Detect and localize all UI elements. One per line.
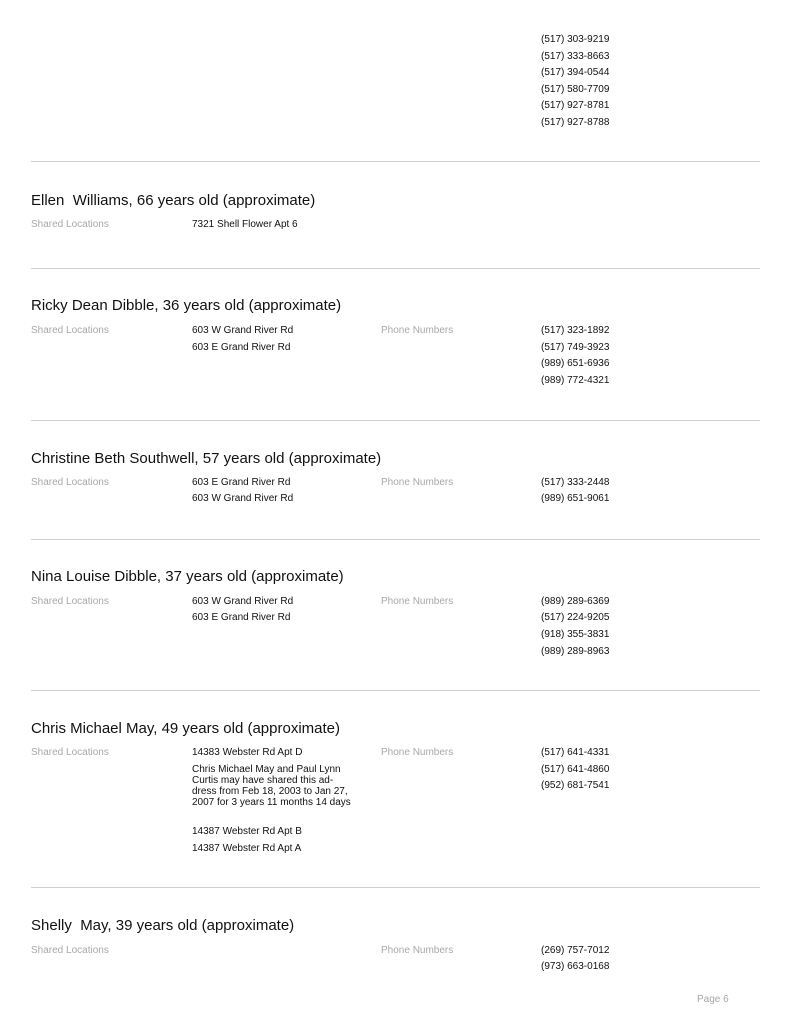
phone-number: (952) 681-7541: [541, 780, 610, 791]
phone-number: (989) 772-4321: [541, 375, 610, 386]
divider: [31, 268, 760, 269]
phone-numbers-label: Phone Numbers: [381, 747, 454, 758]
phone-number: (989) 289-8963: [541, 646, 610, 657]
shared-locations-label: Shared Locations: [31, 945, 109, 956]
person-heading: Ricky Dean Dibble, 36 years old (approximate): [31, 297, 342, 314]
phone-number: (517) 333-2448: [541, 477, 610, 488]
divider: [31, 690, 760, 691]
location-item: 603 W Grand River Rd: [192, 596, 294, 607]
location-item: 14387 Webster Rd Apt A: [192, 843, 302, 854]
phone-number: (269) 757-7012: [541, 945, 610, 956]
phone-number: (517) 927-8788: [541, 117, 610, 128]
location-item: 7321 Shell Flower Apt 6: [192, 219, 298, 230]
phone-numbers-label: Phone Numbers: [381, 477, 454, 488]
shared-locations-label: Shared Locations: [31, 596, 109, 607]
person-heading: Shelly May, 39 years old (approximate): [31, 917, 295, 934]
phone-number: (989) 289-6369: [541, 596, 610, 607]
phone-number: (517) 749-3923: [541, 342, 610, 353]
phone-number: (989) 651-6936: [541, 358, 610, 369]
divider: [31, 420, 760, 421]
shared-locations-label: Shared Locations: [31, 477, 109, 488]
phone-number: (517) 641-4860: [541, 764, 610, 775]
phone-number: (517) 927-8781: [541, 100, 610, 111]
location-item: 14387 Webster Rd Apt B: [192, 826, 302, 837]
location-item: 14383 Webster Rd Apt D: [192, 747, 303, 758]
location-item: 603 W Grand River Rd: [192, 325, 294, 336]
location-item: 603 E Grand River Rd: [192, 477, 291, 488]
phone-number: (517) 323-1892: [541, 325, 610, 336]
phone-number: (973) 663-0168: [541, 961, 610, 972]
person-heading: Nina Louise Dibble, 37 years old (approximate): [31, 568, 344, 585]
phone-number: (517) 333-8663: [541, 51, 610, 62]
phone-number: (989) 651-9061: [541, 493, 610, 504]
shared-locations-label: Shared Locations: [31, 747, 109, 758]
phone-number: (517) 303-9219: [541, 34, 610, 45]
phone-number: (918) 355-3831: [541, 629, 610, 640]
person-heading: Ellen Williams, 66 years old (approximate): [31, 192, 316, 209]
phone-numbers-label: Phone Numbers: [381, 325, 454, 336]
person-heading: Christine Beth Southwell, 57 years old (approximate): [31, 450, 382, 467]
phone-numbers-label: Phone Numbers: [381, 945, 454, 956]
page-number: Page 6: [697, 994, 729, 1005]
phone-number: (517) 641-4331: [541, 747, 610, 758]
phone-number: (517) 394-0544: [541, 67, 610, 78]
phone-numbers-label: Phone Numbers: [381, 596, 454, 607]
shared-locations-label: Shared Locations: [31, 219, 109, 230]
shared-locations-label: Shared Locations: [31, 325, 109, 336]
location-item: 603 E Grand River Rd: [192, 612, 291, 623]
phone-number: (517) 580-7709: [541, 84, 610, 95]
divider: [31, 887, 760, 888]
phone-number: (517) 224-9205: [541, 612, 610, 623]
divider: [31, 161, 760, 162]
location-item: 603 E Grand River Rd: [192, 342, 291, 353]
location-item: 603 W Grand River Rd: [192, 493, 294, 504]
person-heading: Chris Michael May, 49 years old (approximate): [31, 720, 341, 737]
divider: [31, 539, 760, 540]
shared-address-note: Chris Michael May and Paul Lynn Curtis may have shared this ad-dress from Feb 18, 2003 to Jan 27, 2007 for 3 years 11 months 14 days: [192, 764, 351, 808]
